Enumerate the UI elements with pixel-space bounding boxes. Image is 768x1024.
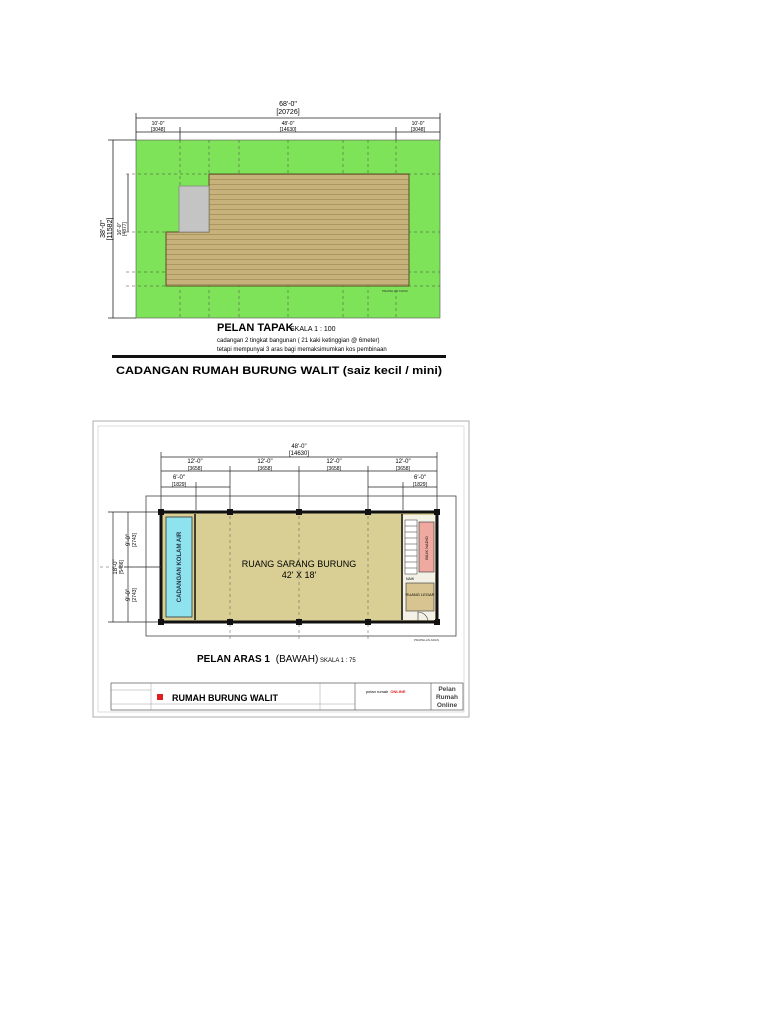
site-inner-dim-ft: 16'-0" [117,222,123,236]
site-side-dim-ft: 38'-0" [100,220,107,238]
logo-line-1: Pelan [438,686,456,693]
lobby-label: RUANG LEGAR [405,592,435,597]
main-heading: CADANGAN RUMAH BURUNG WALIT (saiz kecil / mini) [116,365,443,377]
brand-small-name: pelan rumah [366,689,389,694]
floor-sub-left-dim-ft: 6'-0" [173,475,185,481]
naik-label: NAIK [406,577,415,581]
floor-plan-title-bold: PELAN ARAS 1 [197,654,270,665]
site-overall-dim-ft: 68'-0" [279,101,297,108]
logo-line-2: Rumah [435,694,459,701]
site-concrete-pad [179,186,209,232]
floor-plan-title-light: (BAWAH) [275,654,319,665]
site-footer-stamp: PRAPELAN TAPAK [382,289,409,293]
site-left-dim-mm: [3048] [151,127,165,133]
brand-online: ONLINE [390,689,406,694]
site-mid-dim-mm: [14630] [279,127,297,133]
floor-side-top-dim-ft: 9'-0" [126,534,132,546]
heading-rule [112,355,446,358]
site-plan [100,101,446,358]
floor-sub-left-dim-mm: [1829] [172,482,186,488]
red-marker-square [157,694,163,700]
main-room-size: 42' X 18' [281,570,317,580]
floor-overall-dim-ft: 48'-0" [291,444,307,450]
floor-overall-dim-mm: [14630] [288,451,310,457]
site-side-dim-mm: [11582] [107,217,114,241]
floor-seg3-dim-ft: 12'-0" [326,459,342,465]
site-plan-note-2: tetapi mempunyai 3 aras bagi memaksimumkan kos pembinaan [217,347,387,353]
floor-plan-sheet [93,421,469,717]
floor-seg1-dim-mm: [3658] [188,466,202,472]
brand-small-text [366,689,406,694]
floor-sub-right-dim-ft: 6'-0" [414,475,426,481]
title-block [111,683,463,710]
floor-seg4-dim-ft: 12'-0" [395,459,411,465]
pool-label: CADANGAN KOLAM AIR [177,531,183,603]
floor-seg2-dim-mm: [3658] [258,466,272,472]
floor-stamp: PRAPELAN ARAS [414,638,439,642]
site-right-dim-mm: [3048] [411,127,425,133]
floor-side-top-dim-mm: [2743] [132,533,138,547]
floor-seg3-dim-mm: [3658] [327,466,341,472]
floor-sub-right-dim-mm: [1829] [413,482,427,488]
project-title: RUMAH BURUNG WALIT [172,693,278,703]
floor-plan-scale: SKALA 1 : 75 [320,658,356,664]
floor-side-dim-mm: [5486] [119,560,125,574]
floor-side-bot-dim-mm: [2743] [132,588,138,602]
floor-seg1-dim-ft: 12'-0" [187,459,203,465]
site-right-dim-ft: 10'-0" [411,121,425,127]
site-plan-scale: SKALA 1 : 100 [290,326,336,333]
site-left-dim-ft: 10'-0" [151,121,165,127]
site-inner-dim-mm: [4877] [122,222,128,236]
floor-seg2-dim-ft: 12'-0" [257,459,273,465]
floor-plan-title [197,654,318,665]
lobby-room [406,583,434,611]
site-overall-dim-mm: [20726] [276,109,300,116]
site-mid-dim-ft: 48'-0" [281,121,295,127]
main-room-label: RUANG SARANG BURUNG [241,559,357,569]
floor-side-bot-dim-ft: 9'-0" [126,589,132,601]
floor-side-dim-ft: 18'-0" [113,559,119,575]
site-plan-title: PELAN TAPAK [217,322,294,334]
logo-line-3: Online [436,702,458,709]
floor-seg4-dim-mm: [3658] [396,466,410,472]
site-plan-note-1: cadangan 2 tingkat bangunan ( 21 kaki ketinggian @ 6meter) [217,338,380,344]
bird-room-label: BILIK NADIO [424,536,429,560]
staircase [405,520,417,574]
